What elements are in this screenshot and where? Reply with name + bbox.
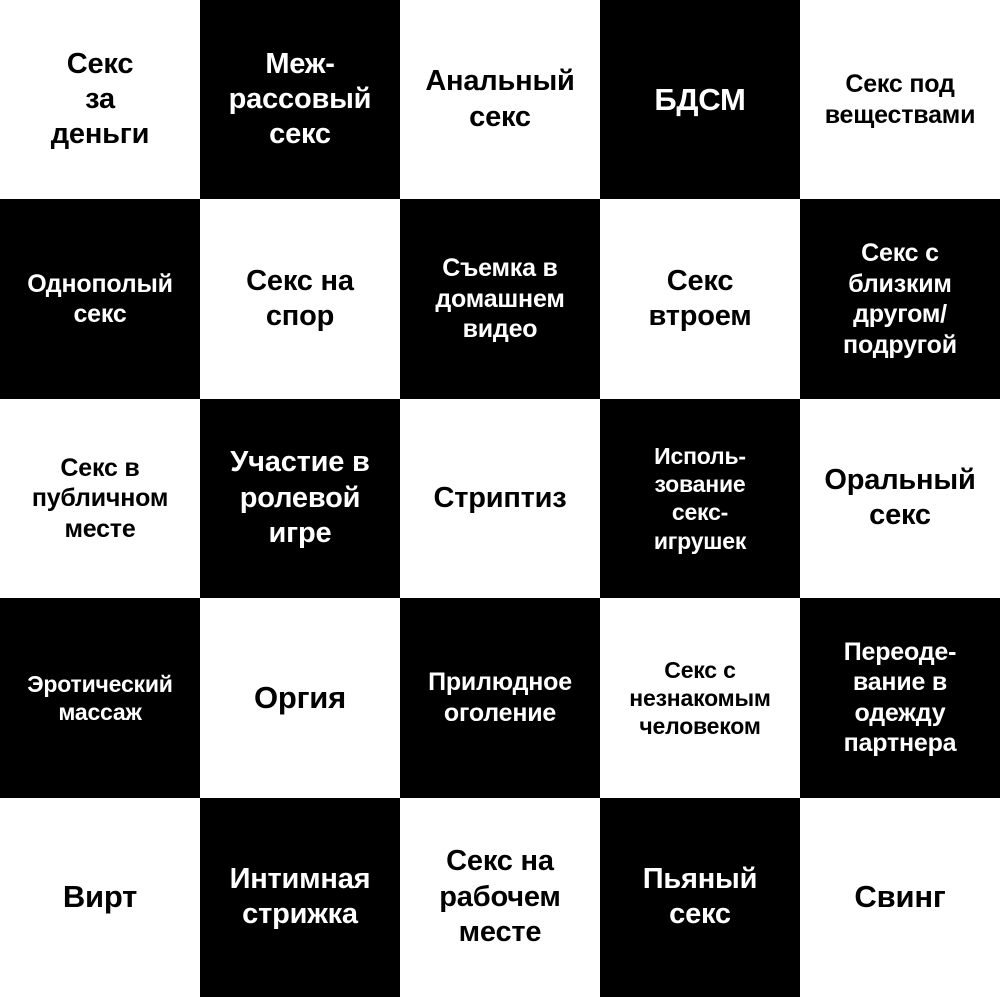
grid-cell[interactable] xyxy=(0,598,200,797)
grid-cell-label: Свинг xyxy=(854,879,946,915)
grid-cell[interactable] xyxy=(200,199,400,398)
grid-cell[interactable] xyxy=(600,199,800,398)
grid-cell[interactable] xyxy=(800,0,1000,199)
grid-cell[interactable] xyxy=(600,0,800,199)
grid-cell-label: Стриптиз xyxy=(433,481,567,514)
grid-cell[interactable] xyxy=(200,399,400,598)
grid-cell[interactable] xyxy=(0,199,200,398)
grid-cell[interactable] xyxy=(800,199,1000,398)
grid-cell[interactable] xyxy=(0,399,200,598)
grid-cell-label: Секс под веществами xyxy=(824,70,976,129)
grid-cell-label: Однополый секс xyxy=(27,269,173,329)
grid-cell-label: Вирт xyxy=(62,879,138,915)
grid-cell[interactable] xyxy=(400,399,600,598)
grid-cell-label: Пьяный секс xyxy=(642,862,758,931)
grid-cell-label: Интимная стрижка xyxy=(229,862,371,931)
grid-cell-label: Секс втроем xyxy=(648,264,752,333)
grid-cell-label: Секс с незнакомым человеком xyxy=(629,656,771,739)
grid-cell-label: Секс с близким другом/ подругой xyxy=(843,239,957,359)
grid-cell-label: Исполь- зование секс- игрушек xyxy=(653,443,747,554)
grid-cell[interactable] xyxy=(800,798,1000,997)
grid-cell-label: Секс за деньги xyxy=(50,47,150,151)
grid-cell[interactable] xyxy=(200,798,400,997)
grid-cell-label: Участие в ролевой игре xyxy=(230,446,370,550)
grid-cell-label: Оргия xyxy=(253,679,347,715)
grid-cell-label: Секс в публичном месте xyxy=(31,453,169,543)
grid-cell-label: Прилюдное оголение xyxy=(428,668,572,727)
grid-cell[interactable] xyxy=(400,798,600,997)
grid-cell-label: Секс на спор xyxy=(246,264,354,333)
grid-cell[interactable] xyxy=(400,598,600,797)
grid-cell[interactable] xyxy=(800,598,1000,797)
grid-cell[interactable] xyxy=(400,199,600,398)
grid-cell-label: Переоде- вание в одежду партнера xyxy=(843,637,957,758)
grid-cell[interactable] xyxy=(600,798,800,997)
grid-cell[interactable] xyxy=(600,598,800,797)
grid-cell-label: БДСМ xyxy=(654,81,746,117)
grid-cell[interactable] xyxy=(800,399,1000,598)
grid-cell[interactable] xyxy=(0,0,200,199)
grid-cell[interactable] xyxy=(400,0,600,199)
grid-cell-label: Оральный секс xyxy=(824,464,976,532)
grid-cell-label: Съемка в домашнем видео xyxy=(435,254,565,344)
grid-cell-label: Эротический массаж xyxy=(27,670,173,725)
grid-cell[interactable] xyxy=(600,399,800,598)
grid-cell[interactable] xyxy=(200,0,400,199)
grid-cell-label: Меж- рассовый секс xyxy=(228,47,372,151)
grid-cell[interactable] xyxy=(200,598,400,797)
grid-cell-label: Секс на рабочем месте xyxy=(439,845,561,948)
grid-cell-label: Анальный секс xyxy=(425,65,575,133)
grid-cell[interactable] xyxy=(0,798,200,997)
